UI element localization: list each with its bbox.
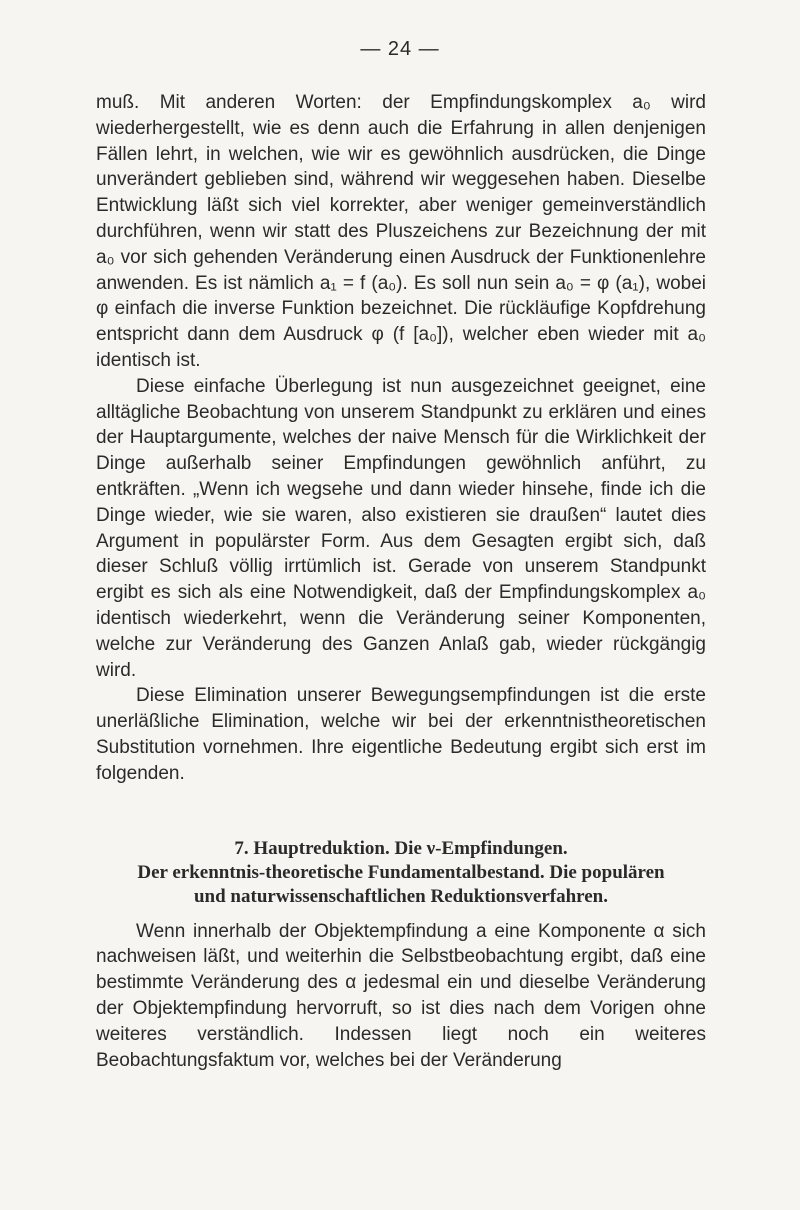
- section-heading-line-3: und naturwissenschaftlichen Reduktionsverfahren.: [193, 885, 608, 907]
- paragraph-2: Diese einfache Überlegung ist nun ausgezeichnet geeignet, eine alltägliche Beobachtung von unserem Standpunkt zu erklären und eines der Hauptargumente, welches der naive Mensch für die Wirklichkeit der Dinge außerhalb seiner Empfindungen gewöhnlich anführt, zu entkräften. „Wenn ich wegsehe und dann wieder hinsehe, finde ich die Dinge wieder, wie sie waren, also existieren sie draußen“ lautet dies Argument in populärster Form. Aus dem Gesagten ergibt sich, daß dieser Schluß völlig irrtümlich ist. Gerade von unserem Standpunkt ergibt es sich als eine Notwendigkeit, daß der Empfindungskomplex a₀ identisch wiederkehrt, wenn die Veränderung seiner Komponenten, welche zur Veränderung des Ganzen Anlaß gab, wieder rückgängig wird.: [96, 375, 706, 681]
- page-body: [96, 90, 706, 1073]
- paragraph-1: muß. Mit anderen Worten: der Empfindungskomplex a₀ wird wiederhergestellt, wie es denn auch die Erfahrung in allen denjenigen Fällen lehrt, in welchen, wie wir es gewöhnlich ausdrücken, die Dinge unverändert geblieben sind, während wir weggesehen haben. Dieselbe Entwicklung läßt sich viel korrekter, aber weniger gemeinverständlich durchführen, wenn wir statt des Pluszeichens zur Bezeichnung der mit a₀ vor sich gehenden Veränderung einen Ausdruck der Funktionenlehre anwenden. Es ist nämlich a₁ = f (a₀). Es soll nun sein a₀ = φ (a₁), wobei φ einfach die inverse Funktion bezeichnet. Die rückläufige Kopfdrehung entspricht dann dem Ausdruck φ (f [a₀]), welcher eben wieder mit a₀ identisch ist.: [96, 92, 706, 371]
- section-heading-line-1: 7. Hauptreduktion. Die ν-Empfindungen.: [234, 837, 568, 859]
- page-number: — 24 —: [360, 38, 440, 60]
- paragraph-4: Wenn innerhalb der Objektempfindung a eine Komponente α sich nachweisen läßt, und weiterhin die Selbstbeobachtung ergibt, daß eine bestimmte Veränderung des α jedesmal ein und dieselbe Veränderung der Objektempfindung hervorruft, so ist dies nach dem Vorigen ohne weiteres verständlich. Indessen liegt noch ein weiteres Beobachtungsfaktum vor, welches bei der Veränderung: [96, 920, 706, 1071]
- section-heading: [96, 837, 706, 909]
- section-heading-line-2: Der erkenntnis-theoretische Fundamentalbestand. Die populären: [137, 861, 665, 883]
- paragraph-3: Diese Elimination unserer Bewegungsempfindungen ist die erste unerläßliche Elimination, welche wir bei der erkenntnistheoretischen Substitution vornehmen. Ihre eigentliche Bedeutung ergibt sich erst im folgenden.: [96, 685, 706, 784]
